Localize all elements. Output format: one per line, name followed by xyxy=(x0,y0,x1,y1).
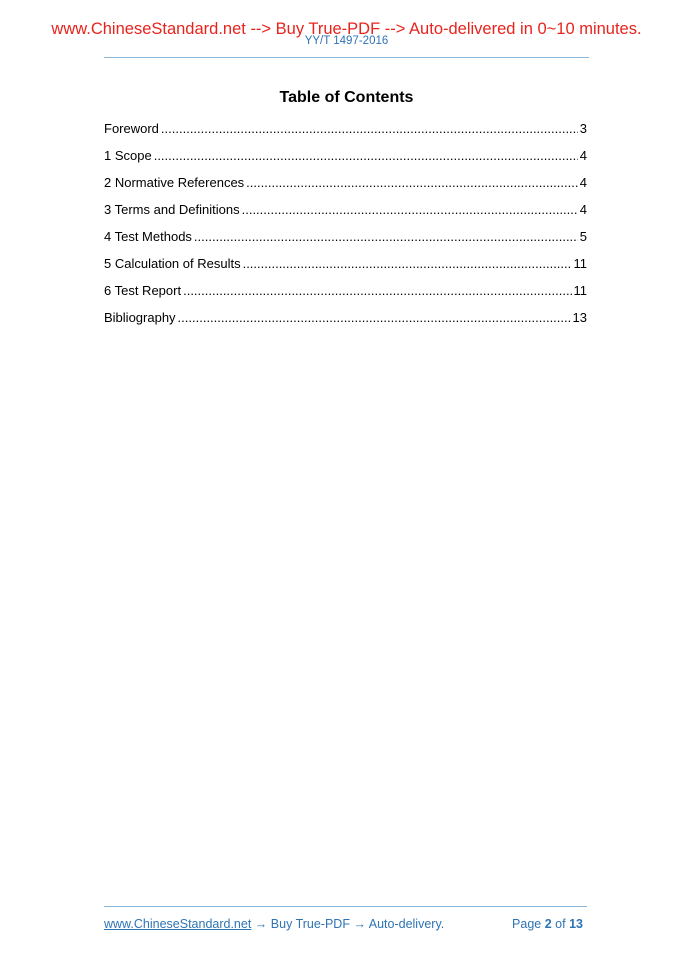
toc-entry[interactable] xyxy=(104,120,587,147)
arrow-right-icon: → xyxy=(254,917,268,931)
toc-dot-leader xyxy=(154,147,578,164)
toc-entry-page: 4 xyxy=(579,175,587,190)
document-id: YY/T 1497-2016 xyxy=(304,35,389,47)
toc-entry-page: 11 xyxy=(573,283,587,298)
page-current: 2 xyxy=(544,917,552,931)
footer-buy-text: Buy True-PDF xyxy=(270,917,350,931)
header-divider xyxy=(104,57,589,58)
toc-dot-leader xyxy=(194,228,578,245)
toc-dot-leader xyxy=(243,255,572,272)
arrow-right-icon: → xyxy=(353,917,366,931)
toc-entry-label: Bibliography xyxy=(104,310,176,325)
toc-dot-leader xyxy=(242,201,578,218)
footer-site-link[interactable]: www.ChineseStandard.net xyxy=(104,917,252,931)
toc-entry-page: 3 xyxy=(579,121,587,136)
toc-title: Table of Contents xyxy=(279,89,414,106)
toc-entry-page: 5 xyxy=(579,229,587,244)
toc-entry[interactable] xyxy=(104,174,587,201)
toc-entry-page: 4 xyxy=(579,148,587,163)
toc-entry[interactable] xyxy=(104,201,587,228)
toc-entry-page: 11 xyxy=(573,256,587,271)
toc-dot-leader xyxy=(178,309,571,326)
footer-divider xyxy=(104,906,587,907)
toc-entry-label: 1 Scope xyxy=(104,148,152,163)
page-word: Page xyxy=(512,917,542,931)
toc-entry-label: 6 Test Report xyxy=(104,283,182,298)
table-of-contents xyxy=(104,120,587,336)
toc-entry-label: 5 Calculation of Results xyxy=(104,256,241,271)
toc-entry-label: 3 Terms and Definitions xyxy=(104,202,240,217)
footer-delivery-text: Auto-delivery. xyxy=(368,917,445,931)
toc-entry[interactable] xyxy=(104,147,587,174)
promo-banner[interactable]: www.ChineseStandard.net --> Buy True-PDF --> Auto-delivered in 0~10 minutes. xyxy=(51,20,642,38)
toc-dot-leader xyxy=(183,282,571,299)
toc-entry[interactable] xyxy=(104,282,587,309)
toc-entry-label: 4 Test Methods xyxy=(104,229,192,244)
toc-entry-label: 2 Normative References xyxy=(104,175,245,190)
toc-dot-leader xyxy=(161,120,578,137)
toc-dot-leader xyxy=(246,174,578,191)
footer-promo xyxy=(104,916,444,932)
toc-entry-page: 13 xyxy=(572,310,587,325)
toc-entry-page: 4 xyxy=(579,202,587,217)
page-indicator xyxy=(512,916,583,932)
page-total: 13 xyxy=(569,917,583,931)
toc-entry[interactable] xyxy=(104,309,587,336)
toc-entry[interactable] xyxy=(104,228,587,255)
toc-entry[interactable] xyxy=(104,255,587,282)
toc-entry-label: Foreword xyxy=(104,121,159,136)
of-word: of xyxy=(555,917,566,931)
